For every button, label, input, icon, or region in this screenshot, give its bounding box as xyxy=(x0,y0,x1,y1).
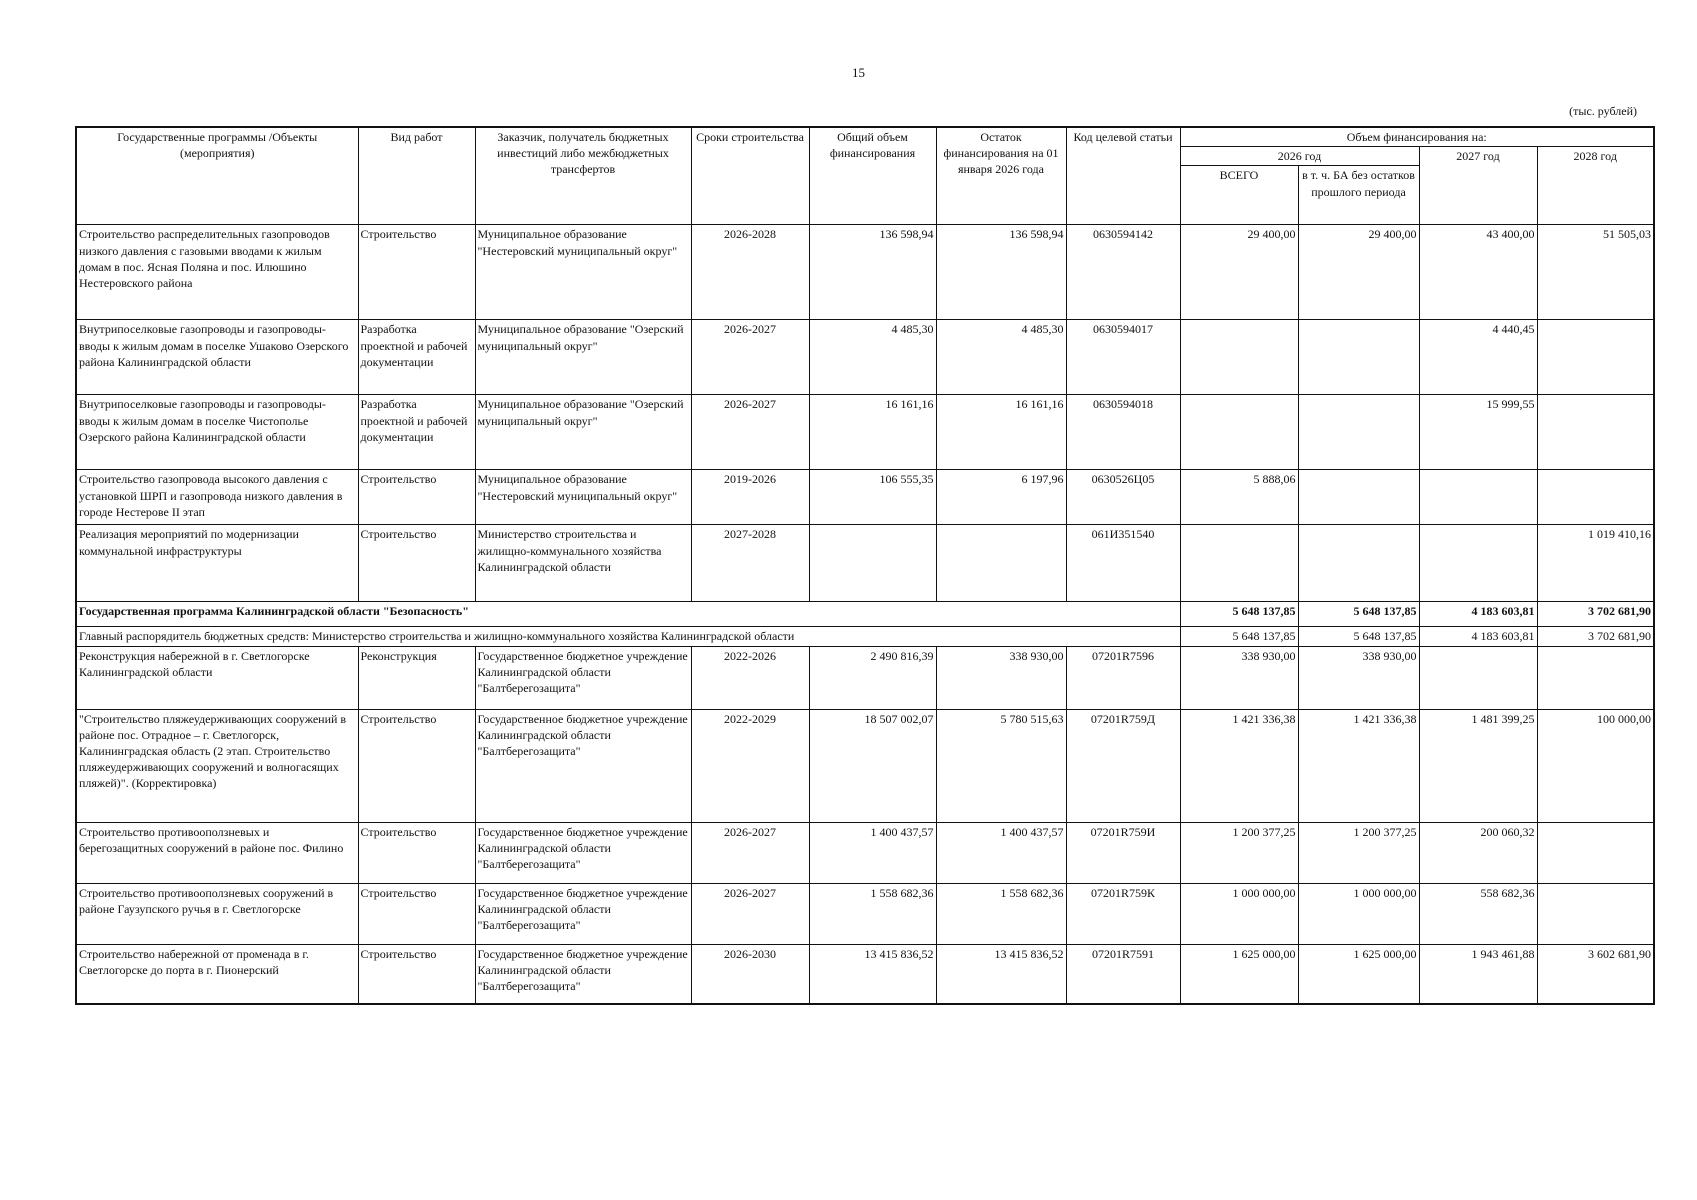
object-name: Строительство распределительных газопроводов низкого давления с газовыми вводами к жилым домам в пос. Ясная Поляна и пос. Илюшино Нестеровского района xyxy=(76,225,358,320)
amount-2027: 43 400,00 xyxy=(1419,225,1537,320)
target-code: 0630526Ц05 xyxy=(1066,470,1180,525)
header-2028: 2028 год xyxy=(1537,147,1654,225)
total-amount: 18 507 002,07 xyxy=(809,709,936,822)
manager-all2026: 5 648 137,85 xyxy=(1180,627,1298,646)
amount-2028 xyxy=(1537,646,1654,709)
object-name: Реализация мероприятий по модернизации коммунальной инфраструктуры xyxy=(76,525,358,602)
amount-2027 xyxy=(1419,470,1537,525)
amount-2028 xyxy=(1537,320,1654,395)
manager-total-row xyxy=(76,627,1654,646)
remainder-amount: 6 197,96 xyxy=(936,470,1066,525)
amount-2027: 558 682,36 xyxy=(1419,883,1537,944)
period: 2019-2026 xyxy=(691,470,809,525)
amount-2026-all: 1 000 000,00 xyxy=(1180,883,1298,944)
remainder-amount: 4 485,30 xyxy=(936,320,1066,395)
total-amount: 4 485,30 xyxy=(809,320,936,395)
customer: Муниципальное образование "Озерский муниципальный округ" xyxy=(475,395,691,470)
target-code: 07201R759К xyxy=(1066,883,1180,944)
program-total-row xyxy=(76,602,1654,627)
amount-2026-ba: 1 000 000,00 xyxy=(1298,883,1419,944)
customer: Муниципальное образование "Озерский муниципальный округ" xyxy=(475,320,691,395)
work-type: Строительство xyxy=(358,709,475,822)
amount-2026-ba: 338 930,00 xyxy=(1298,646,1419,709)
table-row xyxy=(76,646,1654,709)
remainder-amount xyxy=(936,525,1066,602)
customer: Министерство строительства и жилищно-коммунального хозяйства Калининградской области xyxy=(475,525,691,602)
amount-2026-ba: 1 200 377,25 xyxy=(1298,822,1419,883)
table-row xyxy=(76,709,1654,822)
header-2027: 2027 год xyxy=(1419,147,1537,225)
amount-2026-ba xyxy=(1298,320,1419,395)
target-code: 07201R7591 xyxy=(1066,944,1180,1004)
amount-2026-all: 1 625 000,00 xyxy=(1180,944,1298,1004)
header-program: Государственные программы /Объекты (мероприятия) xyxy=(76,127,358,225)
work-type: Разработка проектной и рабочей документации xyxy=(358,320,475,395)
amount-2028 xyxy=(1537,822,1654,883)
target-code: 0630594017 xyxy=(1066,320,1180,395)
customer: Государственное бюджетное учреждение Калининградской области "Балтберегозащита" xyxy=(475,709,691,822)
header-incl-ba: в т. ч. БА без остатков прошлого периода xyxy=(1298,166,1419,225)
amount-2026-ba xyxy=(1298,525,1419,602)
amount-2028 xyxy=(1537,395,1654,470)
period: 2026-2027 xyxy=(691,395,809,470)
table-header xyxy=(76,127,1654,225)
header-funding: Объем финансирования на: xyxy=(1180,127,1654,147)
remainder-amount: 338 930,00 xyxy=(936,646,1066,709)
table-row xyxy=(76,822,1654,883)
object-name: Строительство набережной от променада в г. Светлогорске до порта в г. Пионерский xyxy=(76,944,358,1004)
amount-2028: 100 000,00 xyxy=(1537,709,1654,822)
target-code: 07201R7596 xyxy=(1066,646,1180,709)
table-body-program xyxy=(76,602,1654,646)
header-customer: Заказчик, получатель бюджетных инвестиций либо межбюджетных трансфертов xyxy=(475,127,691,225)
total-amount: 136 598,94 xyxy=(809,225,936,320)
amount-2026-ba xyxy=(1298,470,1419,525)
header-code: Код целевой статьи xyxy=(1066,127,1180,225)
program-y2028: 3 702 681,90 xyxy=(1537,602,1654,627)
amount-2026-all: 338 930,00 xyxy=(1180,646,1298,709)
amount-2028 xyxy=(1537,883,1654,944)
work-type: Строительство xyxy=(358,470,475,525)
object-name: Строительство газопровода высокого давления с установкой ШРП и газопровода низкого давления в городе Нестерове II этап xyxy=(76,470,358,525)
work-type: Разработка проектной и рабочей документации xyxy=(358,395,475,470)
period: 2022-2029 xyxy=(691,709,809,822)
total-amount: 1 558 682,36 xyxy=(809,883,936,944)
customer: Государственное бюджетное учреждение Калининградской области "Балтберегозащита" xyxy=(475,822,691,883)
period: 2026-2030 xyxy=(691,944,809,1004)
total-amount xyxy=(809,525,936,602)
amount-2026-ba xyxy=(1298,395,1419,470)
customer: Государственное бюджетное учреждение Калининградской области "Балтберегозащита" xyxy=(475,944,691,1004)
amount-2027: 4 440,45 xyxy=(1419,320,1537,395)
customer: Муниципальное образование "Нестеровский муниципальный округ" xyxy=(475,225,691,320)
total-amount: 1 400 437,57 xyxy=(809,822,936,883)
remainder-amount: 136 598,94 xyxy=(936,225,1066,320)
period: 2026-2027 xyxy=(691,822,809,883)
page-number: 15 xyxy=(852,65,865,80)
object-name: "Строительство пляжеудерживающих сооружений в районе пос. Отрадное – г. Светлогорск, Калининградская область (2 этап. Строительство пляжеудерживающих сооружений и волногасящих пляжей)". (Корректировка) xyxy=(76,709,358,822)
header-period: Сроки строительства xyxy=(691,127,809,225)
amount-2027: 1 481 399,25 xyxy=(1419,709,1537,822)
amount-2026-all: 1 421 336,38 xyxy=(1180,709,1298,822)
work-type: Строительство xyxy=(358,883,475,944)
amount-2026-ba: 1 625 000,00 xyxy=(1298,944,1419,1004)
header-total: Общий объем финансирования xyxy=(809,127,936,225)
amount-2027: 1 943 461,88 xyxy=(1419,944,1537,1004)
program-label: Государственная программа Калининградской области "Безопасность" xyxy=(76,602,1180,627)
remainder-amount: 1 558 682,36 xyxy=(936,883,1066,944)
table-row xyxy=(76,883,1654,944)
customer: Государственное бюджетное учреждение Калининградской области "Балтберегозащита" xyxy=(475,883,691,944)
header-total-all: ВСЕГО xyxy=(1180,166,1298,225)
object-name: Строительство противооползневых сооружений в районе Гаузупского ручья в г. Светлогорске xyxy=(76,883,358,944)
table-row xyxy=(76,320,1654,395)
customer: Государственное бюджетное учреждение Калининградской области "Балтберегозащита" xyxy=(475,646,691,709)
customer: Муниципальное образование "Нестеровский муниципальный округ" xyxy=(475,470,691,525)
amount-2027 xyxy=(1419,525,1537,602)
period: 2026-2027 xyxy=(691,320,809,395)
period: 2022-2026 xyxy=(691,646,809,709)
financing-table xyxy=(75,126,1655,1005)
program-y2027: 4 183 603,81 xyxy=(1419,602,1537,627)
header-work-type: Вид работ xyxy=(358,127,475,225)
target-code: 0630594018 xyxy=(1066,395,1180,470)
amount-2026-all: 1 200 377,25 xyxy=(1180,822,1298,883)
amount-2026-ba: 29 400,00 xyxy=(1298,225,1419,320)
amount-2026-all xyxy=(1180,395,1298,470)
amount-2028: 1 019 410,16 xyxy=(1537,525,1654,602)
total-amount: 2 490 816,39 xyxy=(809,646,936,709)
header-remainder: Остаток финансирования на 01 января 2026 года xyxy=(936,127,1066,225)
amount-2026-all: 29 400,00 xyxy=(1180,225,1298,320)
amount-2026-all: 5 888,06 xyxy=(1180,470,1298,525)
work-type: Строительство xyxy=(358,225,475,320)
manager-ba2026: 5 648 137,85 xyxy=(1298,627,1419,646)
remainder-amount: 5 780 515,63 xyxy=(936,709,1066,822)
work-type: Строительство xyxy=(358,944,475,1004)
total-amount: 106 555,35 xyxy=(809,470,936,525)
target-code: 061И351540 xyxy=(1066,525,1180,602)
amount-2028: 51 505,03 xyxy=(1537,225,1654,320)
table-row xyxy=(76,470,1654,525)
remainder-amount: 1 400 437,57 xyxy=(936,822,1066,883)
manager-y2027: 4 183 603,81 xyxy=(1419,627,1537,646)
program-ba2026: 5 648 137,85 xyxy=(1298,602,1419,627)
period: 2027-2028 xyxy=(691,525,809,602)
work-type: Реконструкция xyxy=(358,646,475,709)
remainder-amount: 16 161,16 xyxy=(936,395,1066,470)
total-amount: 16 161,16 xyxy=(809,395,936,470)
work-type: Строительство xyxy=(358,525,475,602)
units-label: (тыс. рублей) xyxy=(1569,104,1637,118)
target-code: 07201R759И xyxy=(1066,822,1180,883)
table-row xyxy=(76,225,1654,320)
target-code: 07201R759Д xyxy=(1066,709,1180,822)
amount-2027: 200 060,32 xyxy=(1419,822,1537,883)
amount-2028 xyxy=(1537,470,1654,525)
amount-2028: 3 602 681,90 xyxy=(1537,944,1654,1004)
work-type: Строительство xyxy=(358,822,475,883)
amount-2027: 15 999,55 xyxy=(1419,395,1537,470)
manager-label: Главный распорядитель бюджетных средств: Министерство строительства и жилищно-коммунального хозяйства Калининградской области xyxy=(76,627,1180,646)
amount-2027 xyxy=(1419,646,1537,709)
object-name: Реконструкция набережной в г. Светлогорске Калининградской области xyxy=(76,646,358,709)
object-name: Внутрипоселковые газопроводы и газопроводы-вводы к жилым домам в поселке Ушаково Озерского района Калининградской области xyxy=(76,320,358,395)
object-name: Внутрипоселковые газопроводы и газопроводы-вводы к жилым домам в поселке Чистополье Озерского района Калининградской области xyxy=(76,395,358,470)
period: 2026-2027 xyxy=(691,883,809,944)
amount-2026-all xyxy=(1180,525,1298,602)
header-2026: 2026 год xyxy=(1180,147,1419,166)
amount-2026-ba: 1 421 336,38 xyxy=(1298,709,1419,822)
period: 2026-2028 xyxy=(691,225,809,320)
table-body-gas xyxy=(76,225,1654,602)
table-body-coast xyxy=(76,646,1654,1004)
remainder-amount: 13 415 836,52 xyxy=(936,944,1066,1004)
amount-2026-all xyxy=(1180,320,1298,395)
table-row xyxy=(76,944,1654,1004)
object-name: Строительство противооползневых и берегозащитных сооружений в районе пос. Филино xyxy=(76,822,358,883)
manager-y2028: 3 702 681,90 xyxy=(1537,627,1654,646)
table-row xyxy=(76,525,1654,602)
target-code: 0630594142 xyxy=(1066,225,1180,320)
program-all2026: 5 648 137,85 xyxy=(1180,602,1298,627)
total-amount: 13 415 836,52 xyxy=(809,944,936,1004)
table-row xyxy=(76,395,1654,470)
